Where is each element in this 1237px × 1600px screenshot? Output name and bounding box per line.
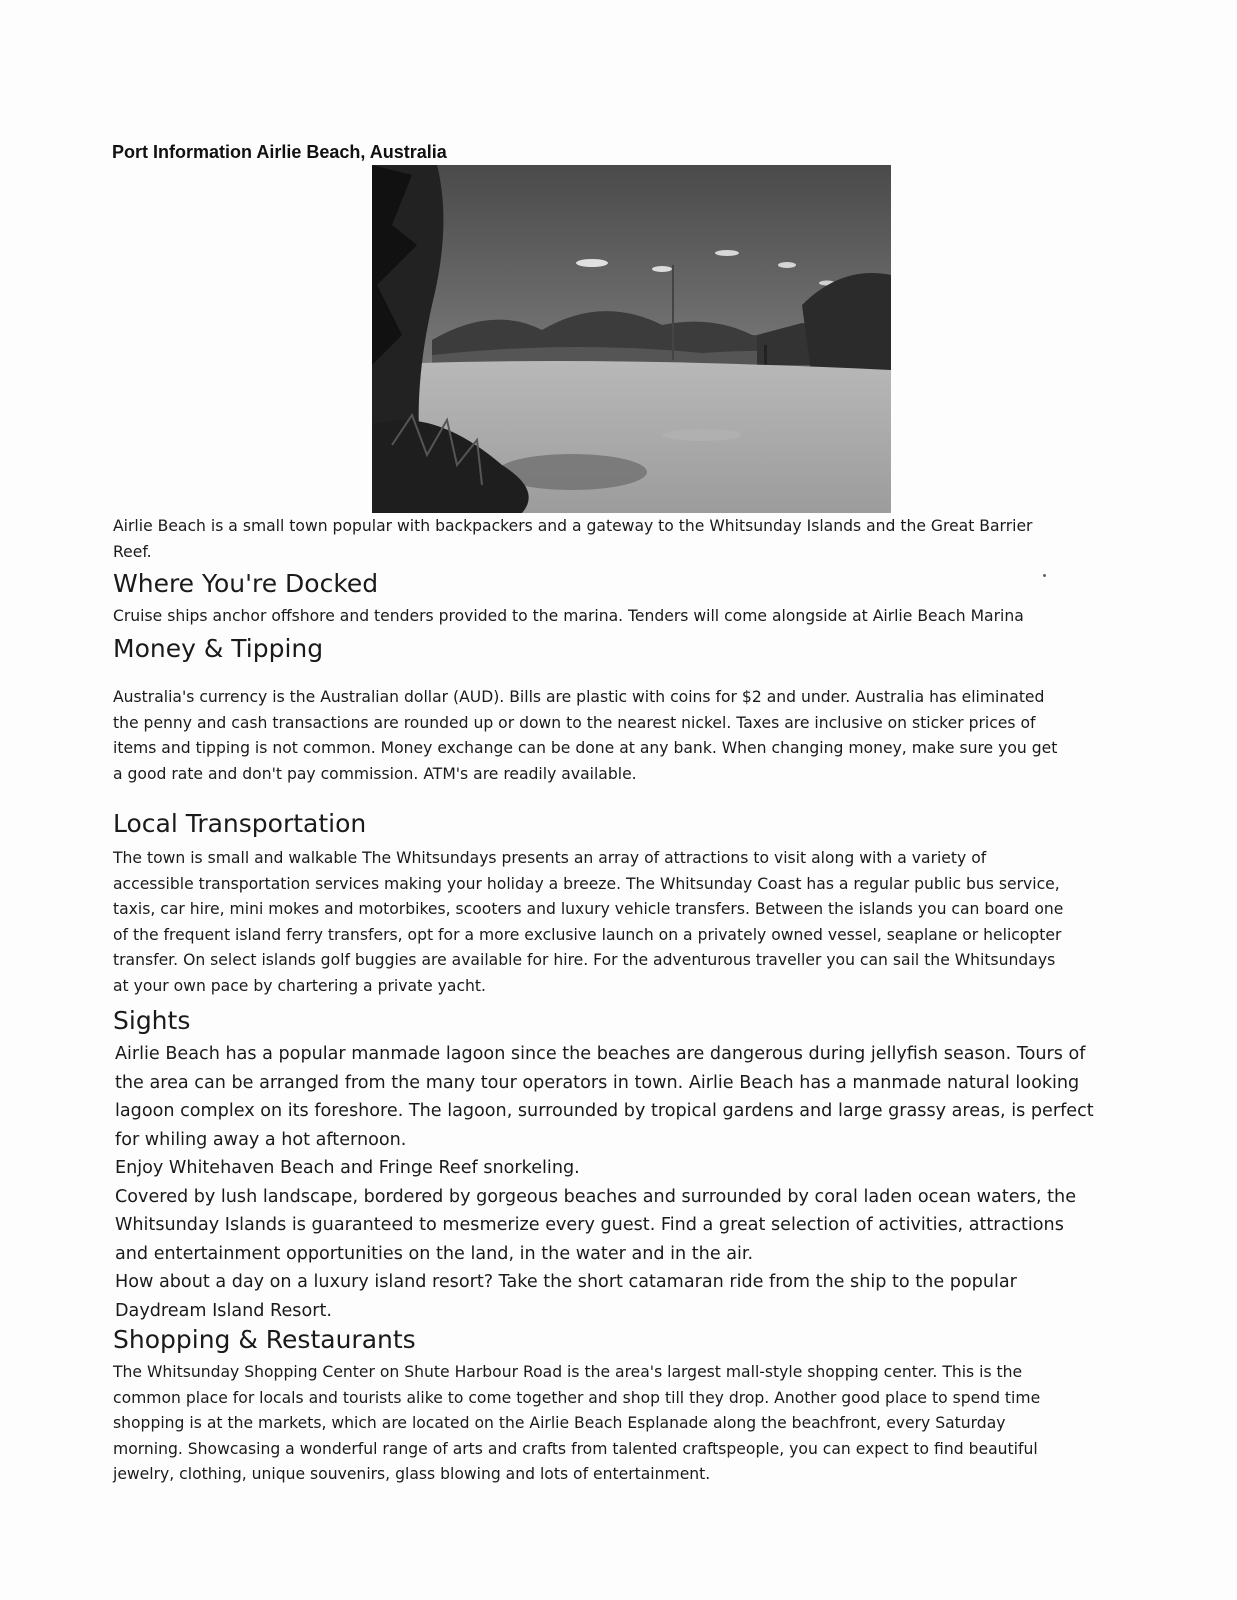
shopping-line: morning. Showcasing a wonderful range of arts and crafts from talented craftspeople, you can expect to find beautiful	[113, 1439, 1038, 1458]
money-line: Australia's currency is the Australian dollar (AUD). Bills are plastic with coins for $2 and under. Australia has eliminated	[113, 688, 1045, 706]
sights-paragraph	[115, 1040, 1160, 1325]
intro-paragraph	[113, 514, 1153, 565]
money-line: the penny and cash transactions are rounded up or down to the nearest nickel. Taxes are inclusive on sticker prices of	[113, 713, 1036, 732]
section-heading-transport: Local Transportation	[113, 809, 367, 838]
transport-paragraph	[113, 846, 1153, 999]
sights-line: and entertainment opportunities on the land, in the water and in the air.	[115, 1243, 754, 1264]
transport-line: taxis, car hire, mini mokes and motorbikes, scooters and luxury vehicle transfers. Between the islands you can board one	[113, 900, 1064, 918]
money-paragraph	[113, 685, 1153, 787]
sights-line: Whitsunday Islands is guaranteed to mesmerize every guest. Find a great selection of activities, attractions	[115, 1215, 1064, 1235]
money-line: a good rate and don't pay commission. ATM's are readily available.	[113, 764, 637, 783]
sights-line: How about a day on a luxury island resort? Take the short catamaran ride from the ship to the popular	[115, 1272, 1017, 1292]
transport-line: The town is small and walkable The Whitsundays presents an array of attractions to visit along with a variety of	[113, 849, 987, 867]
transport-line: transfer. On select islands golf buggies are available for hire. For the adventurous traveller you can sail the Whitsundays	[113, 951, 1056, 969]
shopping-line: shopping is at the markets, which are located on the Airlie Beach Esplanade along the beachfront, every Saturday	[113, 1414, 1006, 1432]
docked-line: Cruise ships anchor offshore and tenders provided to the marina. Tenders will come alongside at Airlie Beach Marina	[113, 607, 1024, 625]
shopping-line: The Whitsunday Shopping Center on Shute Harbour Road is the area's largest mall-style shopping center. This is the	[113, 1363, 1023, 1381]
lagoon-photo	[372, 165, 891, 513]
intro-line: Reef.	[113, 542, 152, 561]
sights-line: the area can be arranged from the many tour operators in town. Airlie Beach has a manmade natural looking	[115, 1072, 1080, 1093]
sights-line: Covered by lush landscape, bordered by gorgeous beaches and surrounded by coral laden ocean waters, the	[115, 1186, 1077, 1207]
intro-line: Airlie Beach is a small town popular with backpackers and a gateway to the Whitsunday Islands and the Great Barrier	[113, 517, 1033, 535]
section-heading-docked: Where You're Docked	[113, 569, 379, 598]
transport-line: of the frequent island ferry transfers, opt for a more exclusive launch on a privately owned vessel, seaplane or helicopter	[113, 925, 1062, 944]
shopping-line: jewelry, clothing, unique souvenirs, glass blowing and lots of entertainment.	[113, 1465, 711, 1483]
section-heading-money: Money & Tipping	[113, 634, 324, 663]
transport-line: at your own pace by chartering a private yacht.	[113, 976, 486, 995]
money-line: items and tipping is not common. Money exchange can be done at any bank. When changing money, make sure you get	[113, 739, 1058, 757]
transport-line: accessible transportation services making your holiday a breeze. The Whitsunday Coast has a regular public bus service,	[113, 874, 1060, 893]
section-heading-sights: Sights	[113, 1006, 191, 1035]
shopping-paragraph	[113, 1360, 1153, 1488]
sights-line: lagoon complex on its foreshore. The lagoon, surrounded by tropical gardens and large grassy areas, is perfect	[115, 1101, 1094, 1121]
section-heading-shopping: Shopping & Restaurants	[113, 1325, 416, 1354]
shopping-line: common place for locals and tourists alike to come together and shop till they drop. Another good place to spend time	[113, 1388, 1041, 1407]
docked-paragraph	[113, 604, 1153, 630]
sights-line: Airlie Beach has a popular manmade lagoon since the beaches are dangerous during jellyfish season. Tours of	[115, 1044, 1086, 1064]
scan-speck	[1043, 574, 1046, 577]
sights-line: Enjoy Whitehaven Beach and Fringe Reef snorkeling.	[115, 1158, 580, 1178]
sights-line: Daydream Island Resort.	[115, 1300, 332, 1321]
document-title: Port Information Airlie Beach, Australia	[112, 142, 447, 162]
sights-line: for whiling away a hot afternoon.	[115, 1129, 407, 1150]
